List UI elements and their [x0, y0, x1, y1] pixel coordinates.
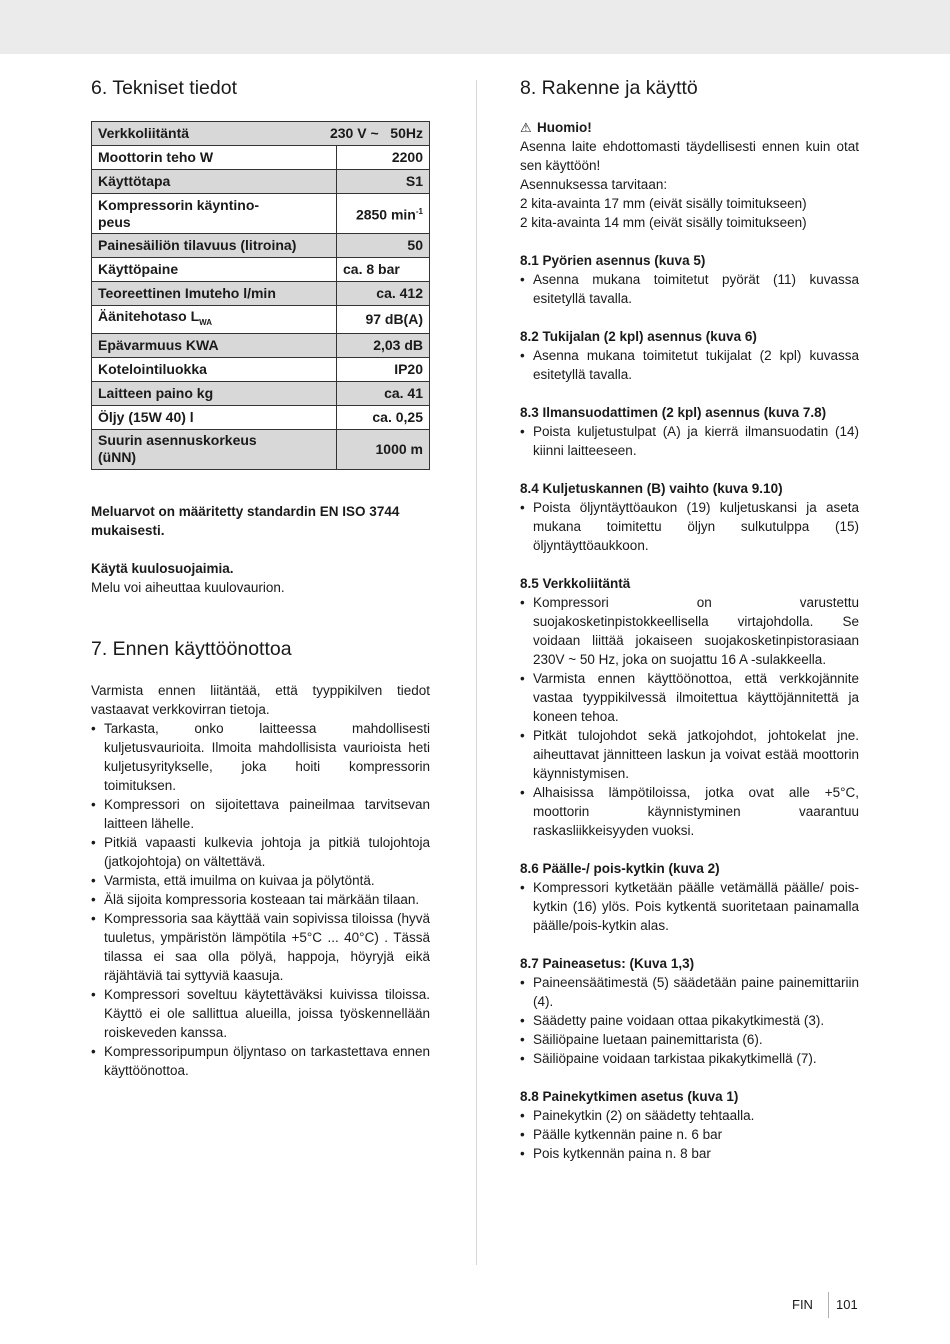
subsection-title: 8.8 Painekytkimen asetus (kuva 1)	[520, 1089, 739, 1104]
table-row	[92, 234, 430, 258]
spec-label: Käyttöpaine	[92, 258, 337, 282]
list-item: • Säiliöpaine luetaan painemittarista (6).	[520, 1030, 859, 1049]
spec-value: 97 dB(A)	[337, 306, 430, 334]
list-item: • Kompressori on sijoitettava paineilmaa tarvitsevan laitteen lähelle.	[91, 795, 430, 833]
top-bar	[0, 0, 950, 54]
spec-label: Laitteen paino kg	[92, 381, 337, 405]
subsection-title: 8.3 Ilmansuodattimen (2 kpl) asennus (kuva 7.8)	[520, 405, 827, 420]
spec-label: Verkkoliitäntä	[98, 125, 190, 141]
spec-value: 2850 min	[355, 206, 416, 223]
list-item: • Pitkät tulojohdot sekä jatkojohdot, johtokelat jne. aiheuttavat jännitteen laskun ja voivat estää moottorin käynnistymisen.	[520, 726, 859, 783]
language-code: FIN	[792, 1297, 813, 1312]
spec-value-sup: -1	[415, 207, 423, 217]
list-item: • Paineensäätimestä (5) säädetään paine painemittariin (4).	[520, 973, 859, 1011]
spec-value: ca. 8 bar	[337, 258, 430, 282]
spec-value: S1	[337, 170, 430, 194]
warning-line: 2 kita-avainta 17 mm (eivät sisälly toimitukseen)	[520, 196, 807, 211]
warning-line: 2 kita-avainta 14 mm (eivät sisälly toimitukseen)	[520, 215, 807, 230]
table-row	[92, 405, 430, 429]
list-item: • Alhaisissa lämpötiloissa, jotka ovat alle +5°C, moottorin käynnistyminen vaarantuu raskasliikkeisyyden vuoksi.	[520, 783, 859, 840]
right-column	[520, 76, 859, 1163]
section7-title: 7. Ennen käyttöönottoa	[91, 637, 292, 660]
subsection-title: 8.6 Päälle-/ pois-kytkin (kuva 2)	[520, 861, 720, 876]
list-item: • Kompressori kytketään päälle vetämällä päälle/ pois-kytkin (16) ylös. Pois kytkentä suoritetaan painamalla päälle/pois-kytkin alas.	[520, 878, 859, 935]
spec-value: IP20	[337, 357, 430, 381]
subsection-title: 8.1 Pyörien asennus (kuva 5)	[520, 253, 706, 268]
page-footer	[792, 1296, 858, 1314]
table-row	[92, 146, 430, 170]
list-item: • Painekytkin (2) on säädetty tehtaalla.	[520, 1106, 859, 1125]
footer-separator	[828, 1292, 829, 1318]
list-item: • Pitkiä vapaasti kulkevia johtoja ja pitkiä tulojohtoja (jatkojohtoja) on vältettävä.	[91, 833, 430, 871]
spec-label: Kompressorin käyntino-peus	[98, 196, 260, 230]
list-item: • Varmista ennen käyttöönottoa, että verkkojännite vastaa tyyppikilvessä ilmoitettua käyttöjännitettä ja koneen tehoa.	[520, 669, 859, 726]
table-row	[92, 306, 430, 334]
spec-label: Käyttötapa	[92, 170, 337, 194]
list-item: • Älä sijoita kompressoria kosteaan tai märkään tilaan.	[91, 890, 430, 909]
section7-intro: Varmista ennen liitäntää, että tyyppikilven tiedot vastaavat verkkovirran tietoja.	[91, 682, 430, 717]
table-row	[92, 122, 430, 146]
spec-label: Moottorin teho W	[92, 146, 337, 170]
section7-list	[91, 719, 430, 1080]
list-item: • Poista kuljetustulpat (A) ja kierrä ilmansuodatin (14) kiinni laitteeseen.	[520, 422, 859, 460]
table-row	[92, 357, 430, 381]
subsection-title: 8.2 Tukijalan (2 kpl) asennus (kuva 6)	[520, 329, 757, 344]
spec-value: 2,03 dB	[337, 333, 430, 357]
table-row	[92, 258, 430, 282]
hearing-text: Melu voi aiheuttaa kuulovaurion.	[91, 579, 285, 595]
hearing-title: Käytä kuulosuojaimia.	[91, 560, 234, 576]
table-row	[92, 194, 430, 234]
noise-note: Meluarvot on määritetty standardin EN ISO 3744 mukaisesti.	[91, 503, 400, 538]
table-row	[92, 333, 430, 357]
list-item: • Päälle kytkennän paine n. 6 bar	[520, 1125, 859, 1144]
page-number: 101	[836, 1297, 858, 1312]
spec-label: Äänitehotaso L	[98, 308, 200, 324]
spec-label: Öljy (15W 40) l	[92, 405, 337, 429]
subsection-title: 8.7 Paineasetus: (Kuva 1,3)	[520, 956, 695, 971]
section8-title: 8. Rakenne ja käyttö	[520, 77, 698, 99]
section6-title: 6. Tekniset tiedot	[91, 77, 237, 99]
list-item: • Varmista, että imuilma on kuivaa ja pölytöntä.	[91, 871, 430, 890]
spec-value: ca. 0,25	[337, 405, 430, 429]
subsection-title: 8.4 Kuljetuskannen (B) vaihto (kuva 9.10)	[520, 481, 783, 496]
warning-line: Asennuksessa tarvitaan:	[520, 177, 668, 192]
spec-value: ca. 412	[337, 282, 430, 306]
spec-value: 230 V ~ 50Hz	[329, 125, 423, 141]
spec-label-sub: WA	[199, 317, 213, 327]
warning-triangle-icon: ⚠	[520, 120, 532, 135]
spec-value: 2200	[337, 146, 430, 170]
list-item: • Pois kytkennän paina n. 8 bar	[520, 1144, 859, 1163]
table-row	[92, 429, 430, 469]
table-row	[92, 381, 430, 405]
spec-value: ca. 41	[337, 381, 430, 405]
table-row	[92, 282, 430, 306]
list-item: • Kompressoripumpun öljyntaso on tarkastettava ennen käyttöönottoa.	[91, 1042, 430, 1080]
spec-value: 1000 m	[337, 429, 430, 469]
left-column	[91, 76, 430, 1080]
spec-label: Epävarmuus KWA	[92, 333, 337, 357]
list-item: • Tarkasta, onko laitteessa mahdollisesti kuljetusvaurioita. Ilmoita mahdollisista vaurioista heti kuljetusyritykselle, joka hoiti kompressorin toimituksen.	[91, 719, 430, 795]
spec-label: Painesäiliön tilavuus (litroina)	[92, 234, 337, 258]
list-item: • Kompressori on varustettu suojakosketinpistokkeellisella virtajohdolla. Se voidaan liittää jokaiseen suojakosketinpistorasiaan 230V ~ 50 Hz, joka on suojattu 16 A -sulakkeella.	[520, 593, 859, 669]
warning-title: Huomio!	[537, 120, 592, 135]
spec-label: Teoreettinen Imuteho l/min	[92, 282, 337, 306]
warning-line: Asenna laite ehdottomasti täydellisesti ennen kuin otat sen käyttöön!	[520, 139, 859, 173]
subsection-title: 8.5 Verkkoliitäntä	[520, 576, 631, 591]
list-item: • Asenna mukana toimitetut pyörät (11) kuvassa esitetyllä tavalla.	[520, 270, 859, 308]
spec-value: 50	[337, 234, 430, 258]
list-item: • Säädetty paine voidaan ottaa pikakytkimestä (3).	[520, 1011, 859, 1030]
list-item: • Kompressoria saa käyttää vain sopivissa tiloissa (hyvä tuuletus, ympäristön lämpötila +5°C ... 40°C) . Tässä tilassa ei saa olla pölyä, happoja, höyryjä eikä räjähtäviä tai syttyviä kaasuja.	[91, 909, 430, 985]
spec-table	[91, 121, 430, 470]
list-item: • Asenna mukana toimitetut tukijalat (2 kpl) kuvassa esitetyllä tavalla.	[520, 346, 859, 384]
column-divider	[476, 80, 477, 1265]
warning-heading	[520, 118, 859, 137]
list-item: • Säiliöpaine voidaan tarkistaa pikakytkimellä (7).	[520, 1049, 859, 1068]
table-row	[92, 170, 430, 194]
list-item: • Poista öljyntäyttöaukon (19) kuljetuskansi ja aseta mukana toimitettu öljyn sulkutulppa (15) öljyntäyttöaukkoon.	[520, 498, 859, 555]
spec-label: Kotelointiluokka	[92, 357, 337, 381]
spec-label: Suurin asennuskorkeus (üNN)	[98, 432, 257, 466]
list-item: • Kompressori soveltuu käytettäväksi kuivissa tiloissa. Käyttö ei ole sallittua alueilla, joissa työskennellään roiskeveden kanssa.	[91, 985, 430, 1042]
